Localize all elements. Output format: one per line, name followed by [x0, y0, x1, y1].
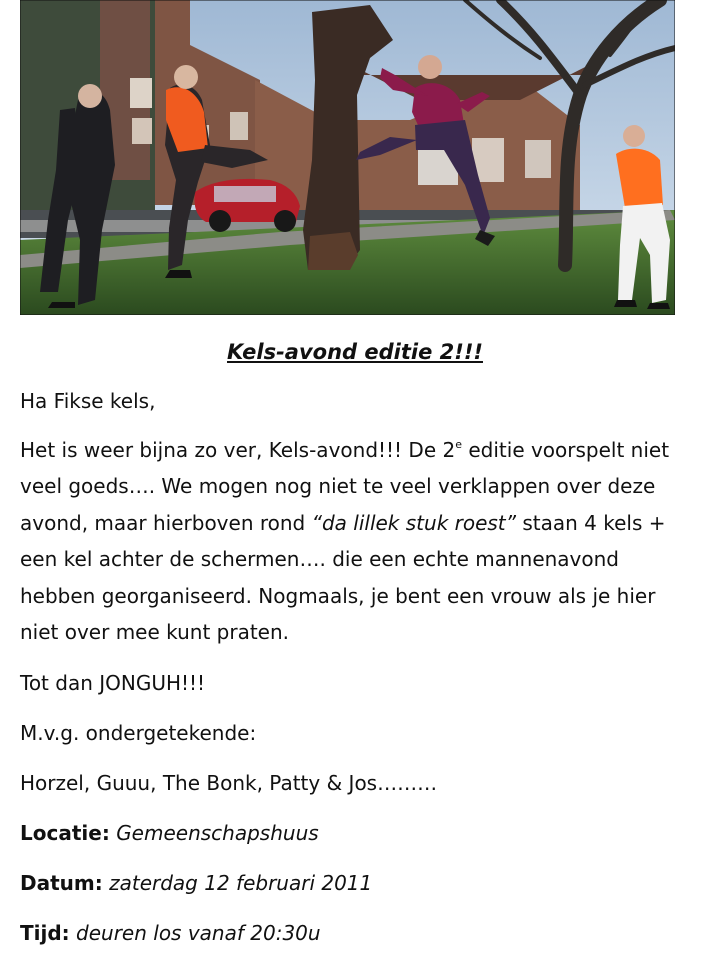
intro-text-part2: editie voorspelt niet veel goeds…. We mogen nog niet te veel verklappen over deze avond, maar hierboven rond: [20, 438, 670, 535]
document-body: [20, 337, 690, 964]
signatories: Horzel, Guuu, The Bonk, Patty & Jos………: [20, 771, 438, 796]
page-title: Kels-avond editie 2!!!: [227, 340, 483, 364]
location-label: Locatie:: [20, 821, 110, 846]
header-photo: [20, 0, 675, 315]
time-row: [20, 914, 690, 952]
time-value: deuren los vanaf 20:30u: [76, 921, 321, 946]
time-label: Tijd:: [20, 921, 70, 946]
closing-line: Tot dan JONGUH!!!: [20, 671, 206, 696]
intro-paragraph: [20, 432, 690, 650]
location-row: [20, 814, 690, 852]
location-value: Gemeenschapshuus: [116, 821, 319, 846]
signoff-line: M.v.g. ondergetekende:: [20, 721, 257, 746]
greeting: Ha Fikse kels,: [20, 389, 156, 413]
date-row: [20, 864, 690, 902]
intro-quote: “da lillek stuk roest”: [311, 510, 517, 535]
intro-text-part3: staan 4 kels + een kel achter de schermen…. die een echte mannenavond hebben georganiseerd. Nogmaals, je bent een vrouw als je hier niet over mee kunt praten.: [20, 510, 666, 645]
date-label: Datum:: [20, 871, 103, 896]
date-value: zaterdag 12 februari 2011: [109, 871, 373, 896]
intro-text-part1: Het is weer bijna zo ver, Kels-avond!!! De 2: [20, 438, 456, 462]
edition-superscript: e: [455, 438, 462, 451]
